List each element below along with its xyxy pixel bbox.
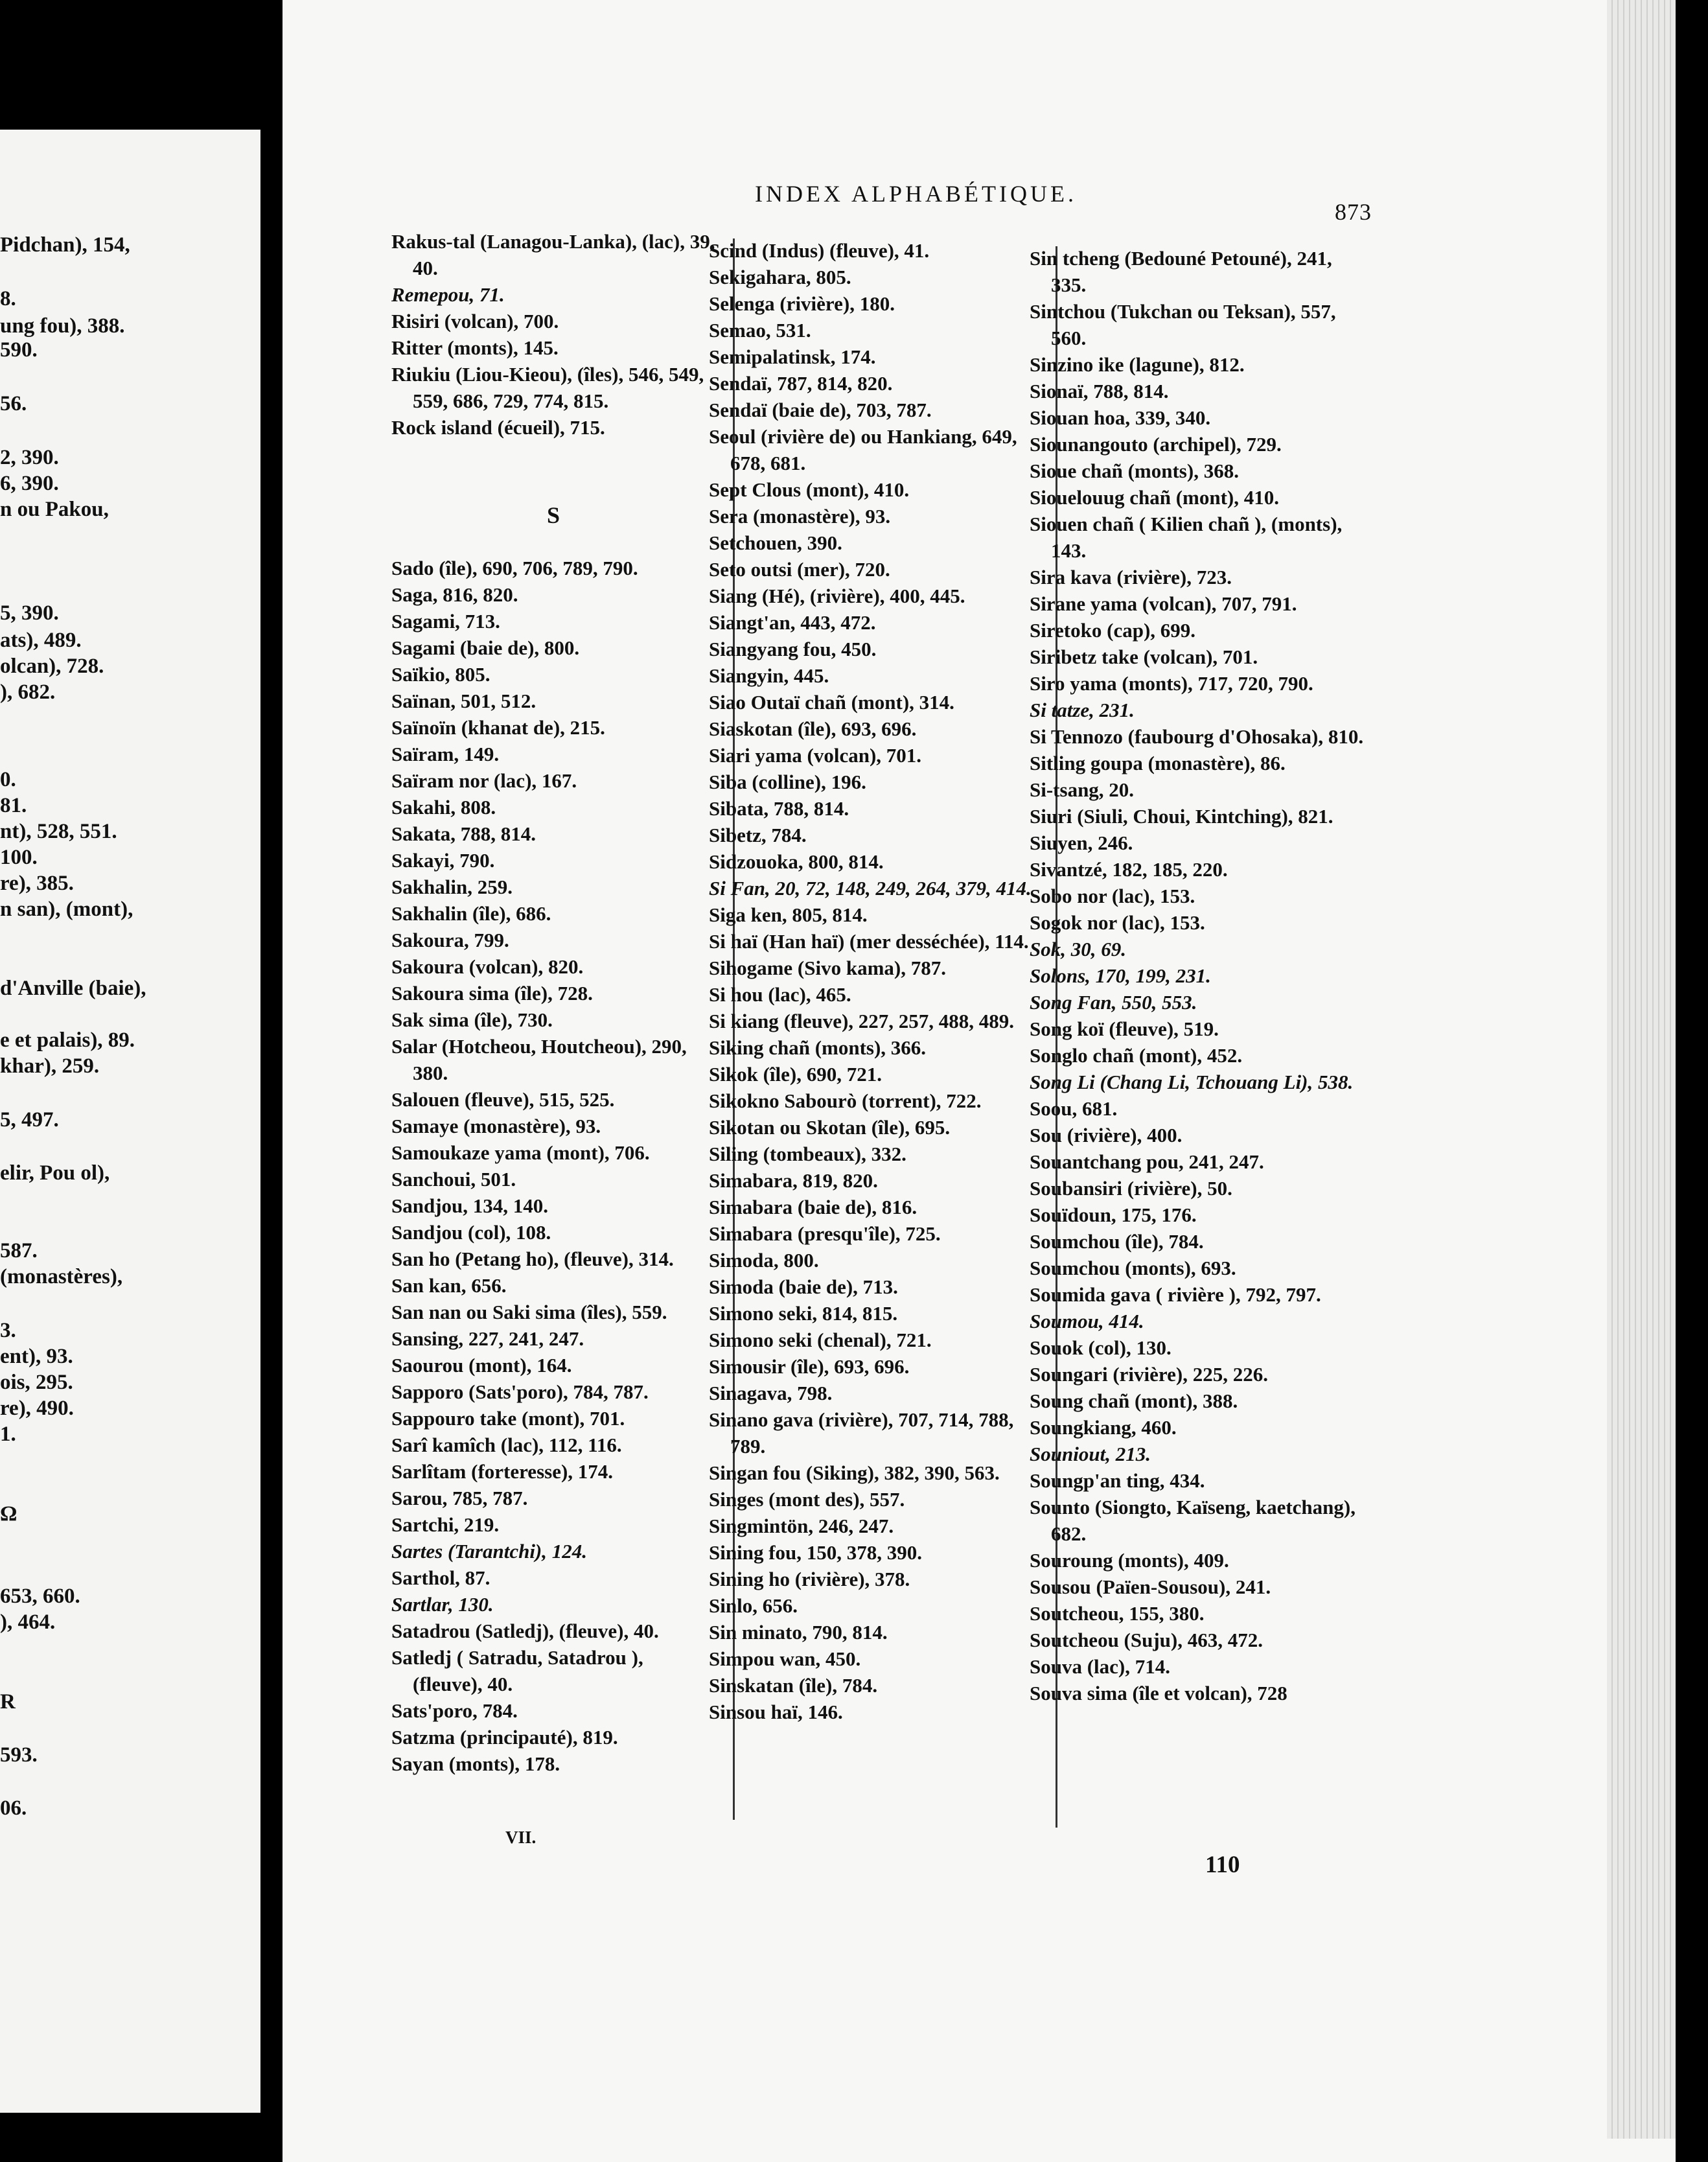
- index-entry: Siuri (Siuli, Choui, Kintching), 821.: [1030, 805, 1333, 828]
- left-fragment: khar), 259.: [0, 1054, 100, 1078]
- index-entry: Sakoura, 799.: [391, 929, 509, 951]
- index-entry: Simoda, 800.: [709, 1249, 819, 1272]
- index-entry: Sionaï, 788, 814.: [1030, 380, 1169, 402]
- index-entry: Siangt'an, 443, 472.: [709, 611, 876, 634]
- folio-number: 110: [1205, 1852, 1240, 1878]
- index-entry: Saïkio, 805.: [391, 663, 490, 686]
- left-fragment: elir, Pou ol),: [0, 1161, 110, 1185]
- index-entry: Soumchou (île), 784.: [1030, 1230, 1204, 1253]
- index-entry: Soung chañ (mont), 388.: [1030, 1389, 1238, 1412]
- index-entry: Sendaï (baie de), 703, 787.: [709, 399, 932, 421]
- index-entry: Simousir (île), 693, 696.: [709, 1355, 910, 1378]
- index-entry: Siouen chañ ( Kilien chañ ), (monts), 143.: [1030, 513, 1343, 562]
- index-entry: Siro yama (monts), 717, 720, 790.: [1030, 672, 1313, 695]
- index-entry: Sartlar, 130.: [391, 1593, 494, 1616]
- index-entry: Scind (Indus) (fleuve), 41.: [709, 239, 930, 262]
- left-fragment: 81.: [0, 794, 27, 817]
- index-entry: Simono seki, 814, 815.: [709, 1302, 898, 1325]
- index-entry: Sousou (Païen-Sousou), 241.: [1030, 1575, 1271, 1598]
- index-entry: Siangyang fou, 450.: [709, 638, 877, 660]
- left-fragment: 5, 497.: [0, 1108, 59, 1132]
- index-entry: San ho (Petang ho), (fleuve), 314.: [391, 1248, 674, 1270]
- left-fragment: 3.: [0, 1319, 16, 1342]
- index-column-2: [709, 237, 1046, 1725]
- index-entry: Souva sima (île et volcan), 728: [1030, 1682, 1287, 1704]
- left-fragment: 587.: [0, 1239, 38, 1262]
- left-fragment: 1.: [0, 1423, 16, 1446]
- index-entry: Sartchi, 219.: [391, 1513, 500, 1536]
- index-entry: Sidzouoka, 800, 814.: [709, 850, 884, 873]
- index-entry: Simoda (baie de), 713.: [709, 1275, 898, 1298]
- index-entry: Sendaï, 787, 814, 820.: [709, 372, 893, 395]
- index-column-1: [391, 228, 715, 1777]
- index-entry: Sibata, 788, 814.: [709, 797, 849, 820]
- index-entry: Sekigahara, 805.: [709, 266, 851, 288]
- index-entry: Riukiu (Liou-Kieou), (îles), 546, 549, 559, 686, 729, 774, 815.: [391, 363, 704, 412]
- index-entry: Souok (col), 130.: [1030, 1336, 1171, 1359]
- index-entry: Souïdoun, 175, 176.: [1030, 1203, 1197, 1226]
- index-entry: Satzma (principauté), 819.: [391, 1726, 618, 1749]
- signature-mark: VII.: [505, 1828, 537, 1847]
- index-entry: Siouelouug chañ (mont), 410.: [1030, 486, 1279, 509]
- index-entry: Simpou wan, 450.: [709, 1647, 861, 1670]
- index-entry: Souniout, 213.: [1030, 1443, 1151, 1465]
- index-entry: Sin tcheng (Bedouné Petouné), 241, 335.: [1030, 247, 1332, 296]
- index-entry: Siba (colline), 196.: [709, 771, 866, 793]
- index-entry: Simabara, 819, 820.: [709, 1169, 878, 1192]
- left-fragment: ats), 489.: [0, 629, 82, 652]
- left-fragment: 5, 390.: [0, 601, 59, 625]
- index-entry: Simabara (baie de), 816.: [709, 1196, 917, 1218]
- index-entry: Sado (île), 690, 706, 789, 790.: [391, 557, 638, 579]
- index-entry: Sarou, 785, 787.: [391, 1487, 528, 1509]
- index-entry: Sarî kamîch (lac), 112, 116.: [391, 1434, 622, 1456]
- index-entry: Siretoko (cap), 699.: [1030, 619, 1196, 642]
- left-fragment: ), 682.: [0, 680, 56, 704]
- index-entry: Sapporo (Sats'poro), 784, 787.: [391, 1380, 649, 1403]
- left-fragment: nt), 528, 551.: [0, 820, 117, 843]
- left-fragment: re), 490.: [0, 1397, 74, 1420]
- index-entry: Sansing, 227, 241, 247.: [391, 1327, 584, 1350]
- index-entry: Soutcheou, 155, 380.: [1030, 1602, 1205, 1625]
- index-entry: Sikok (île), 690, 721.: [709, 1063, 882, 1086]
- index-entry: Song Li (Chang Li, Tchouang Li), 538.: [1030, 1071, 1354, 1093]
- index-entry: Simabara (presqu'île), 725.: [709, 1222, 941, 1245]
- index-entry: Sinagava, 798.: [709, 1382, 833, 1404]
- index-entry: Soumou, 414.: [1030, 1310, 1144, 1332]
- index-entry: Sira kava (rivière), 723.: [1030, 566, 1232, 588]
- index-entry: Siuyen, 246.: [1030, 831, 1133, 854]
- index-entry: Sining ho (rivière), 378.: [709, 1568, 910, 1590]
- index-entry: Semao, 531.: [709, 319, 811, 342]
- index-entry: Sivantzé, 182, 185, 220.: [1030, 858, 1228, 881]
- left-fragment: d'Anville (baie),: [0, 977, 146, 1000]
- index-entry: Siling (tombeaux), 332.: [709, 1143, 906, 1165]
- index-entry: Sakayi, 790.: [391, 849, 495, 872]
- index-entry: Sandjou (col), 108.: [391, 1221, 551, 1244]
- left-fragment: 590.: [0, 338, 38, 362]
- index-entry: Song koï (fleuve), 519.: [1030, 1017, 1219, 1040]
- index-entry: Si Tennozo (faubourg d'Ohosaka), 810.: [1030, 725, 1364, 748]
- left-fragment: 0.: [0, 768, 16, 791]
- index-entry: Song Fan, 550, 553.: [1030, 991, 1197, 1014]
- left-fragment: ois, 295.: [0, 1371, 73, 1394]
- left-fragment: ent), 93.: [0, 1345, 73, 1368]
- index-entry: Sayan (monts), 178.: [391, 1752, 560, 1775]
- index-entry: Satadrou (Satledj), (fleuve), 40.: [391, 1620, 659, 1642]
- index-entry: Siking chañ (monts), 366.: [709, 1036, 927, 1059]
- index-entry: Rock island (écueil), 715.: [391, 416, 605, 439]
- index-entry: Soungp'an ting, 434.: [1030, 1469, 1205, 1492]
- index-entry: Soungkiang, 460.: [1030, 1416, 1177, 1439]
- index-entry: Sirane yama (volcan), 707, 791.: [1030, 592, 1297, 615]
- left-fragment: ), 464.: [0, 1610, 56, 1634]
- index-entry: Singan fou (Siking), 382, 390, 563.: [709, 1461, 1000, 1484]
- index-entry: Si-tsang, 20.: [1030, 778, 1135, 801]
- index-entry: Siari yama (volcan), 701.: [709, 744, 922, 767]
- section-spacer: [391, 529, 715, 555]
- index-entry: Soou, 681.: [1030, 1097, 1118, 1120]
- index-entry: San nan ou Saki sima (îles), 559.: [391, 1301, 667, 1323]
- left-fragment: re), 385.: [0, 872, 74, 895]
- index-entry: Sagami, 713.: [391, 610, 500, 633]
- index-entry: Sok, 30, 69.: [1030, 938, 1126, 960]
- index-entry: Sandjou, 134, 140.: [391, 1194, 549, 1217]
- index-entry: Songlo chañ (mont), 452.: [1030, 1044, 1243, 1067]
- index-entry: Saïram nor (lac), 167.: [391, 769, 577, 792]
- index-entry: Sarlîtam (forteresse), 174.: [391, 1460, 614, 1483]
- index-entry: Singmintön, 246, 247.: [709, 1515, 894, 1537]
- index-entry: Samoukaze yama (mont), 706.: [391, 1141, 650, 1164]
- index-entry: Sou (rivière), 400.: [1030, 1124, 1183, 1146]
- index-entry: Ritter (monts), 145.: [391, 336, 559, 359]
- index-entry: Solons, 170, 199, 231.: [1030, 964, 1211, 987]
- left-fragment: 6, 390.: [0, 472, 59, 495]
- index-entry: Sioue chañ (monts), 368.: [1030, 459, 1239, 482]
- index-entry: Sinsou haï, 146.: [709, 1701, 843, 1723]
- index-entry: Si hou (lac), 465.: [709, 983, 851, 1006]
- section-spacer: [391, 441, 715, 502]
- index-entry: Siaskotan (île), 693, 696.: [709, 717, 917, 740]
- left-fragment: e et palais), 89.: [0, 1029, 135, 1052]
- index-entry: Sats'poro, 784.: [391, 1699, 518, 1722]
- left-fragment: ung fou), 388.: [0, 314, 125, 338]
- left-fragment: 593.: [0, 1743, 38, 1767]
- index-entry: Salouen (fleuve), 515, 525.: [391, 1088, 615, 1111]
- index-entry: Saga, 816, 820.: [391, 583, 518, 606]
- index-column-3: [1030, 245, 1367, 1706]
- index-entry: Saïram, 149.: [391, 743, 500, 765]
- left-fragment: 653, 660.: [0, 1585, 80, 1608]
- index-entry: Setchouen, 390.: [709, 531, 842, 554]
- index-entry: Sera (monastère), 93.: [709, 505, 891, 528]
- index-entry: Sakhalin, 259.: [391, 876, 513, 898]
- left-fragment: (monastères),: [0, 1265, 123, 1288]
- index-entry: Simono seki (chenal), 721.: [709, 1329, 932, 1351]
- index-entry: Sak sima (île), 730.: [391, 1008, 553, 1031]
- left-fragment: olcan), 728.: [0, 655, 104, 678]
- index-entry: Sept Clous (mont), 410.: [709, 478, 910, 501]
- index-entry: Souva (lac), 714.: [1030, 1655, 1170, 1678]
- left-fragment: 100.: [0, 846, 38, 869]
- index-entry: Sinano gava (rivière), 707, 714, 788, 789.: [709, 1408, 1014, 1458]
- left-fragment: Pidchan), 154,: [0, 233, 130, 257]
- index-entry: Siga ken, 805, 814.: [709, 903, 868, 926]
- left-fragment: n san), (mont),: [0, 898, 133, 921]
- index-entry: Sakahi, 808.: [391, 796, 496, 819]
- running-header: INDEX ALPHABÉTIQUE.: [755, 181, 1077, 207]
- index-entry: Sappouro take (mont), 701.: [391, 1407, 625, 1430]
- index-entry: Singes (mont des), 557.: [709, 1488, 905, 1511]
- index-entry: Soungari (rivière), 225, 226.: [1030, 1363, 1268, 1386]
- index-entry: Sihogame (Sivo kama), 787.: [709, 957, 946, 979]
- index-entry: Siounangouto (archipel), 729.: [1030, 433, 1282, 456]
- index-entry: Soumchou (monts), 693.: [1030, 1257, 1236, 1279]
- index-entry: Saourou (mont), 164.: [391, 1354, 572, 1377]
- index-entry: Si kiang (fleuve), 227, 257, 488, 489.: [709, 1010, 1015, 1032]
- index-entry: Siangyin, 445.: [709, 664, 829, 687]
- index-entry: Souantchang pou, 241, 247.: [1030, 1150, 1264, 1173]
- index-entry: Sikokno Sabourò (torrent), 722.: [709, 1089, 982, 1112]
- index-entry: Si haï (Han haï) (mer desséchée), 114.: [709, 930, 1029, 953]
- section-letter: S: [546, 502, 560, 528]
- left-fragment: Ω: [0, 1502, 17, 1526]
- left-page-fragment: [0, 130, 260, 2113]
- index-entry: Risiri (volcan), 700.: [391, 310, 559, 332]
- left-fragment: 2, 390.: [0, 446, 59, 469]
- index-entry: Seto outsi (mer), 720.: [709, 558, 890, 581]
- index-entry: Rakus-tal (Lanagou-Lanka), (lac), 39, 40.: [391, 230, 715, 279]
- page-number: 873: [1335, 199, 1372, 225]
- index-entry: Sikotan ou Skotan (île), 695.: [709, 1116, 951, 1139]
- index-entry: Sitling goupa (monastère), 86.: [1030, 752, 1286, 774]
- index-entry: Siouan hoa, 339, 340.: [1030, 406, 1211, 429]
- index-entry: Sanchoui, 501.: [391, 1168, 516, 1191]
- index-entry: Saïnan, 501, 512.: [391, 690, 537, 712]
- index-entry: Sakhalin (île), 686.: [391, 902, 551, 925]
- index-entry: Sining fou, 150, 378, 390.: [709, 1541, 923, 1564]
- index-entry: Si Fan, 20, 72, 148, 249, 264, 379, 414.: [709, 877, 1032, 900]
- index-entry: Satledj ( Satradu, Satadrou ), (fleuve), 40.: [391, 1646, 643, 1695]
- index-entry: Sartes (Tarantchi), 124.: [391, 1540, 588, 1563]
- index-entry: Selenga (rivière), 180.: [709, 292, 895, 315]
- index-entry: Sin minato, 790, 814.: [709, 1621, 888, 1644]
- index-entry: Samaye (monastère), 93.: [391, 1115, 601, 1137]
- index-entry: Si tatze, 231.: [1030, 699, 1135, 721]
- index-entry: Souroung (monts), 409.: [1030, 1549, 1229, 1572]
- index-entry: Semipalatinsk, 174.: [709, 345, 876, 368]
- index-entry: Remepou, 71.: [391, 283, 505, 306]
- index-entry: Sakata, 788, 814.: [391, 822, 537, 845]
- index-entry: San kan, 656.: [391, 1274, 507, 1297]
- index-entry: Soubansiri (rivière), 50.: [1030, 1177, 1232, 1200]
- index-entry: Sakoura sima (île), 728.: [391, 982, 593, 1005]
- left-fragment: 06.: [0, 1796, 27, 1820]
- page-edges: [1607, 0, 1676, 2139]
- index-entry: Sintchou (Tukchan ou Teksan), 557, 560.: [1030, 300, 1336, 349]
- index-entry: Salar (Hotcheou, Houtcheou), 290, 380.: [391, 1035, 687, 1084]
- index-entry: Sogok nor (lac), 153.: [1030, 911, 1205, 934]
- index-entry: Sagami (baie de), 800.: [391, 636, 580, 659]
- index-entry: Sakoura (volcan), 820.: [391, 955, 584, 978]
- index-entry: Siang (Hé), (rivière), 400, 445.: [709, 585, 965, 607]
- index-entry: Sounto (Siongto, Kaïseng, kaetchang), 682.: [1030, 1496, 1356, 1545]
- left-fragment: 56.: [0, 392, 27, 415]
- left-fragment: 8.: [0, 287, 16, 310]
- index-entry: Seoul (rivière de) ou Hankiang, 649, 678, 681.: [709, 425, 1017, 474]
- index-entry: Sarthol, 87.: [391, 1566, 490, 1589]
- index-entry: Sinskatan (île), 784.: [709, 1674, 878, 1697]
- index-entry: Sobo nor (lac), 153.: [1030, 885, 1195, 907]
- index-entry: Soumida gava ( rivière ), 792, 797.: [1030, 1283, 1321, 1306]
- index-entry: Saïnoïn (khanat de), 215.: [391, 716, 605, 739]
- index-entry: Sinzino ike (lagune), 812.: [1030, 353, 1245, 376]
- index-entry: Soutcheou (Suju), 463, 472.: [1030, 1629, 1263, 1651]
- left-fragment: n ou Pakou,: [0, 498, 109, 521]
- index-entry: Sinlo, 656.: [709, 1594, 798, 1617]
- index-entry: Sibetz, 784.: [709, 824, 807, 846]
- left-fragment: R: [0, 1690, 16, 1714]
- index-entry: Siribetz take (volcan), 701.: [1030, 645, 1258, 668]
- index-entry: Siao Outaï chañ (mont), 314.: [709, 691, 954, 714]
